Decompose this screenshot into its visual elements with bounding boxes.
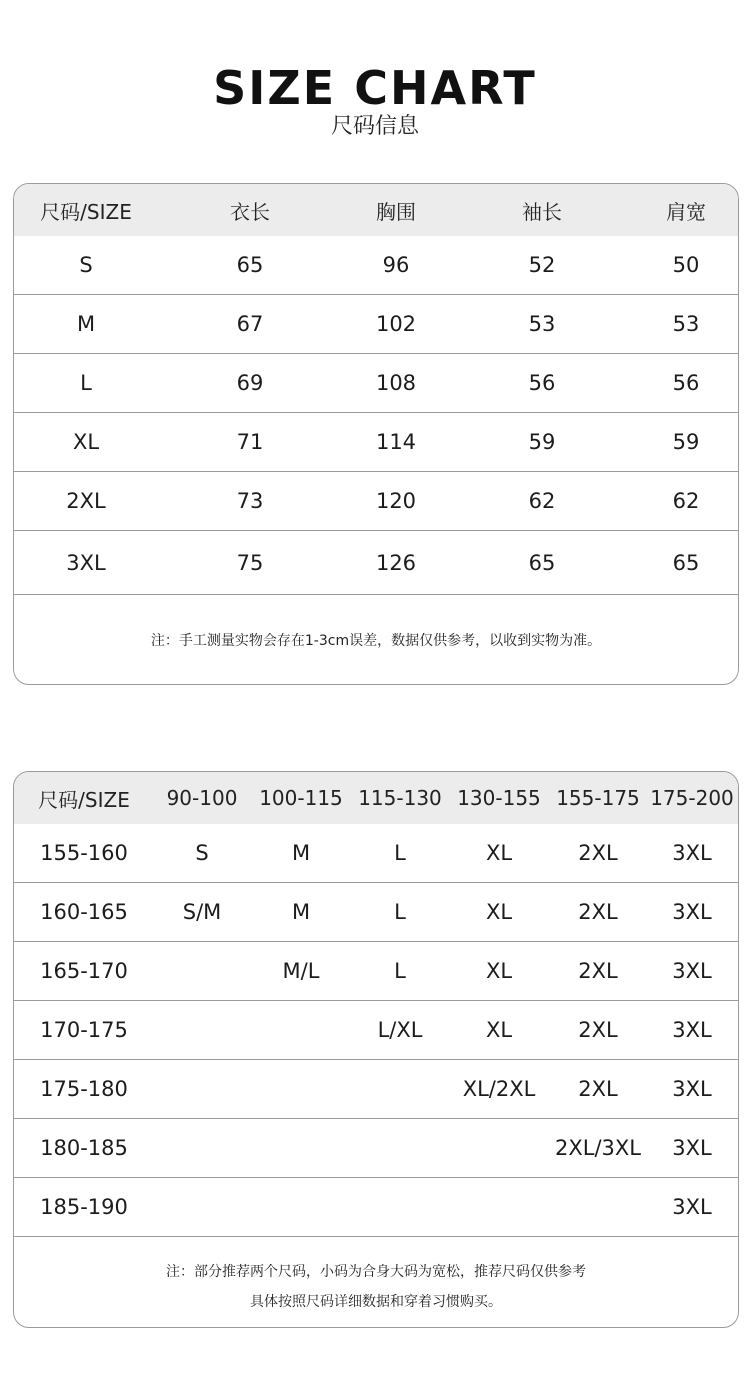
table-cell: 75 (236, 550, 264, 575)
table-row (14, 824, 738, 883)
table-cell: 3XL (672, 959, 712, 983)
table-cell: 2XL (578, 959, 618, 983)
table-row (14, 1060, 738, 1119)
measurement-note: 注：手工测量实物会存在1-3cm误差，数据仅供参考，以收到实物为准。 (150, 633, 602, 649)
table-header-row (14, 184, 738, 236)
table-cell: 53 (528, 312, 556, 336)
table-cell: 62 (528, 489, 556, 513)
table-cell: XL (485, 1018, 513, 1042)
table-cell: 67 (236, 312, 264, 336)
table-cell: 96 (382, 253, 410, 277)
table-cell: 2XL (578, 841, 618, 865)
table-cell: 53 (672, 312, 700, 336)
table-cell: 59 (528, 430, 556, 454)
table-cell: M (291, 841, 311, 865)
table-cell: 2XL (578, 1077, 618, 1101)
table-row (14, 531, 738, 595)
table-cell: 59 (672, 430, 700, 454)
table-row (14, 413, 738, 472)
header-cell: 175-200 (650, 786, 734, 810)
table-cell: 3XL (672, 841, 712, 865)
table-cell: 155-160 (40, 841, 128, 865)
table-cell: 3XL (66, 550, 106, 575)
table-cell: L (80, 371, 92, 395)
table-body (14, 236, 738, 595)
table-cell: 2XL (66, 489, 106, 513)
table-cell: 180-185 (40, 1136, 128, 1160)
table-cell: M (76, 312, 96, 336)
table-cell: 65 (236, 253, 264, 277)
page-subtitle: 尺码信息 (330, 114, 419, 139)
table-cell: 56 (528, 371, 556, 395)
header-cell: 袖长 (522, 199, 562, 224)
header-cell: 130-155 (457, 786, 541, 810)
table-cell: XL (485, 841, 513, 865)
note-line: 注：部分推荐两个尺码，小码为合身大码为宽松，推荐尺码仅供参考 (166, 1264, 586, 1280)
table-cell: 165-170 (40, 959, 128, 983)
table-cell: 73 (236, 489, 264, 513)
table-cell: 62 (672, 489, 700, 513)
table-cell: 65 (528, 550, 556, 575)
table-cell: 2XL/3XL (555, 1136, 641, 1160)
header-cell: 胸围 (376, 199, 416, 224)
page-title: SIZE CHART (213, 61, 537, 115)
table-cell: 126 (375, 550, 417, 575)
table-cell: XL/2XL (462, 1077, 536, 1101)
table-cell: 160-165 (40, 900, 128, 924)
table-cell: L (394, 959, 406, 983)
table-cell: S/M (182, 900, 222, 924)
header-cell: 115-130 (358, 786, 442, 810)
table-cell: 3XL (672, 1136, 712, 1160)
table-cell: XL (72, 430, 100, 454)
recommendation-note (14, 1237, 738, 1317)
table-cell: 170-175 (40, 1018, 128, 1042)
table-row (14, 1001, 738, 1060)
table-cell: 108 (375, 371, 417, 395)
table-row (14, 1119, 738, 1178)
table-row (14, 354, 738, 413)
table-header-row (14, 772, 738, 824)
header-cell: 尺码/SIZE (40, 199, 132, 224)
table-cell: 120 (375, 489, 417, 513)
table-body (14, 824, 738, 1237)
table-cell: M/L (282, 959, 320, 983)
table-cell: 3XL (672, 900, 712, 924)
table-cell: 65 (672, 550, 700, 575)
header-cell: 尺码/SIZE (38, 787, 130, 812)
table-cell: 2XL (578, 1018, 618, 1042)
table-row (14, 883, 738, 942)
header-cell: 100-115 (259, 786, 343, 810)
table-cell: 2XL (578, 900, 618, 924)
table-cell: S (79, 253, 93, 277)
table-cell: 185-190 (40, 1195, 128, 1219)
table-cell: 50 (672, 253, 700, 277)
table-cell: M (291, 900, 311, 924)
size-measurement-table (13, 183, 739, 685)
table-cell: 102 (375, 312, 417, 336)
header-cell: 肩宽 (666, 199, 706, 224)
table-cell: 71 (236, 430, 264, 454)
table-cell: 175-180 (40, 1077, 128, 1101)
table-cell: 3XL (672, 1195, 712, 1219)
table-cell: 3XL (672, 1077, 712, 1101)
table-cell: 56 (672, 371, 700, 395)
size-recommendation-table (13, 771, 739, 1328)
table-cell: XL (485, 959, 513, 983)
table-cell: 69 (236, 371, 264, 395)
table-row (14, 942, 738, 1001)
table-row (14, 1178, 738, 1237)
table-cell: S (195, 841, 209, 865)
header-cell: 衣长 (230, 199, 270, 224)
table-cell: L (394, 841, 406, 865)
table-cell: L (394, 900, 406, 924)
header-cell: 90-100 (166, 786, 238, 810)
table-cell: 52 (528, 253, 556, 277)
note-line: 具体按照尺码详细数据和穿着习惯购买。 (250, 1294, 502, 1310)
header-cell: 155-175 (556, 786, 640, 810)
table-cell: 3XL (672, 1018, 712, 1042)
table-cell: L/XL (377, 1018, 423, 1042)
table-cell: XL (485, 900, 513, 924)
table-row (14, 295, 738, 354)
table-cell: 114 (375, 430, 417, 454)
table-row (14, 236, 738, 295)
table-row (14, 472, 738, 531)
